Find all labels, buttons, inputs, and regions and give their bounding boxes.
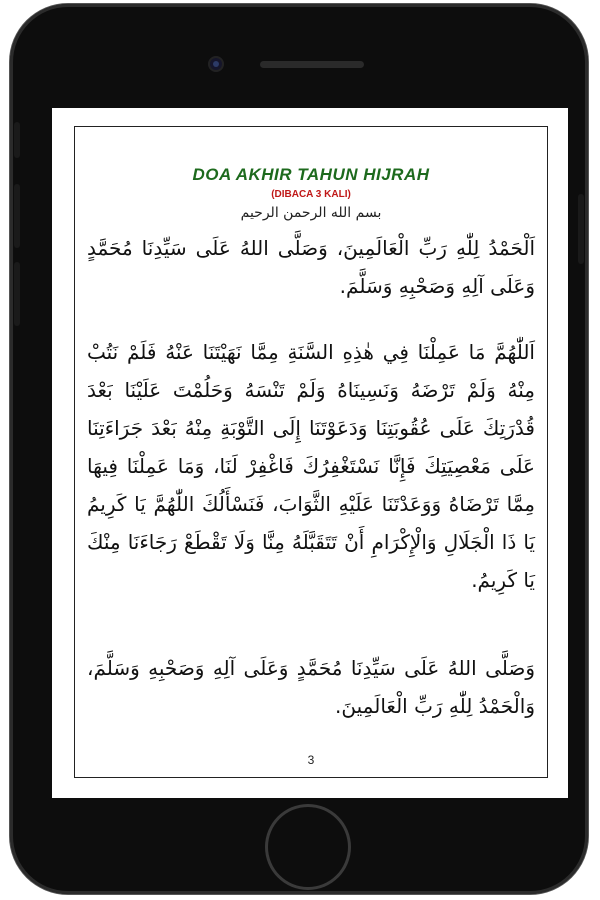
mute-switch[interactable] (14, 122, 20, 158)
page-subtitle: (DIBACA 3 KALI) (271, 189, 351, 200)
volume-down-button[interactable] (14, 262, 20, 326)
phone-frame (10, 4, 588, 894)
home-button-icon[interactable] (268, 807, 348, 887)
phone-screen[interactable] (52, 108, 568, 798)
basmala-calligraphy: بسم الله الرحمن الرحيم (240, 205, 382, 221)
earpiece-speaker-icon (260, 61, 364, 68)
document-page[interactable] (74, 126, 548, 778)
prayer-paragraph-closing: وَصَلَّى اللهُ عَلَى سَيِّدِنَا مُحَمَّدٍ وَعَلَى آلِهِ وَصَحْبِهِ وَسَلَّمَ، وَالْحَمْدُ لِلّٰهِ رَبِّ الْعَالَمِينَ. (87, 656, 535, 718)
page-number: 3 (307, 753, 315, 767)
page-title: DOA AKHIR TAHUN HIJRAH (192, 165, 430, 184)
prayer-paragraph-opening: اَلْحَمْدُ لِلّٰهِ رَبِّ الْعَالَمِينَ، وَصَلَّى اللهُ عَلَى سَيِّدِنَا مُحَمَّدٍ وَعَلَى آلِهِ وَصَحْبِهِ وَسَلَّمَ. (87, 236, 535, 298)
prayer-paragraph-main: اَللّٰهُمَّ مَا عَمِلْنَا فِي هٰذِهِ السَّنَةِ مِمَّا نَهَيْتَنَا عَنْهُ فَلَمْ نَتُبْ مِنْهُ وَلَمْ تَرْضَهُ وَنَسِينَاهُ وَلَمْ تَنْسَهُ وَحَلُمْتَ عَلَيْنَا بَعْدَ قُدْرَتِكَ عَلَى عُقُوبَتِنَا وَدَعَوْتَنَا إِلَى التَّوْبَةِ مِنْهُ بَعْدَ جَرَاءَتِنَا عَلَى مَعْصِيَتِكَ فَإِنَّا نَسْتَغْفِرُكَ فَاغْفِرْ لَنَا، وَمَا عَمِلْنَا فِيهَا مِمَّا تَرْضَاهُ وَوَعَدْتَنَا عَلَيْهِ الثَّوَابَ، فَنَسْأَلُكَ اللّٰهُمَّ يَا كَرِيمُ يَا ذَا الْجَلَالِ وَالْإِكْرَامِ أَنْ تَتَقَبَّلَهُ مِنَّا وَلَا تَقْطَعْ رَجَاءَنَا مِنْكَ يَا كَرِيمُ. (87, 340, 535, 592)
power-button[interactable] (578, 194, 584, 264)
front-camera-icon (208, 56, 224, 72)
volume-up-button[interactable] (14, 184, 20, 248)
